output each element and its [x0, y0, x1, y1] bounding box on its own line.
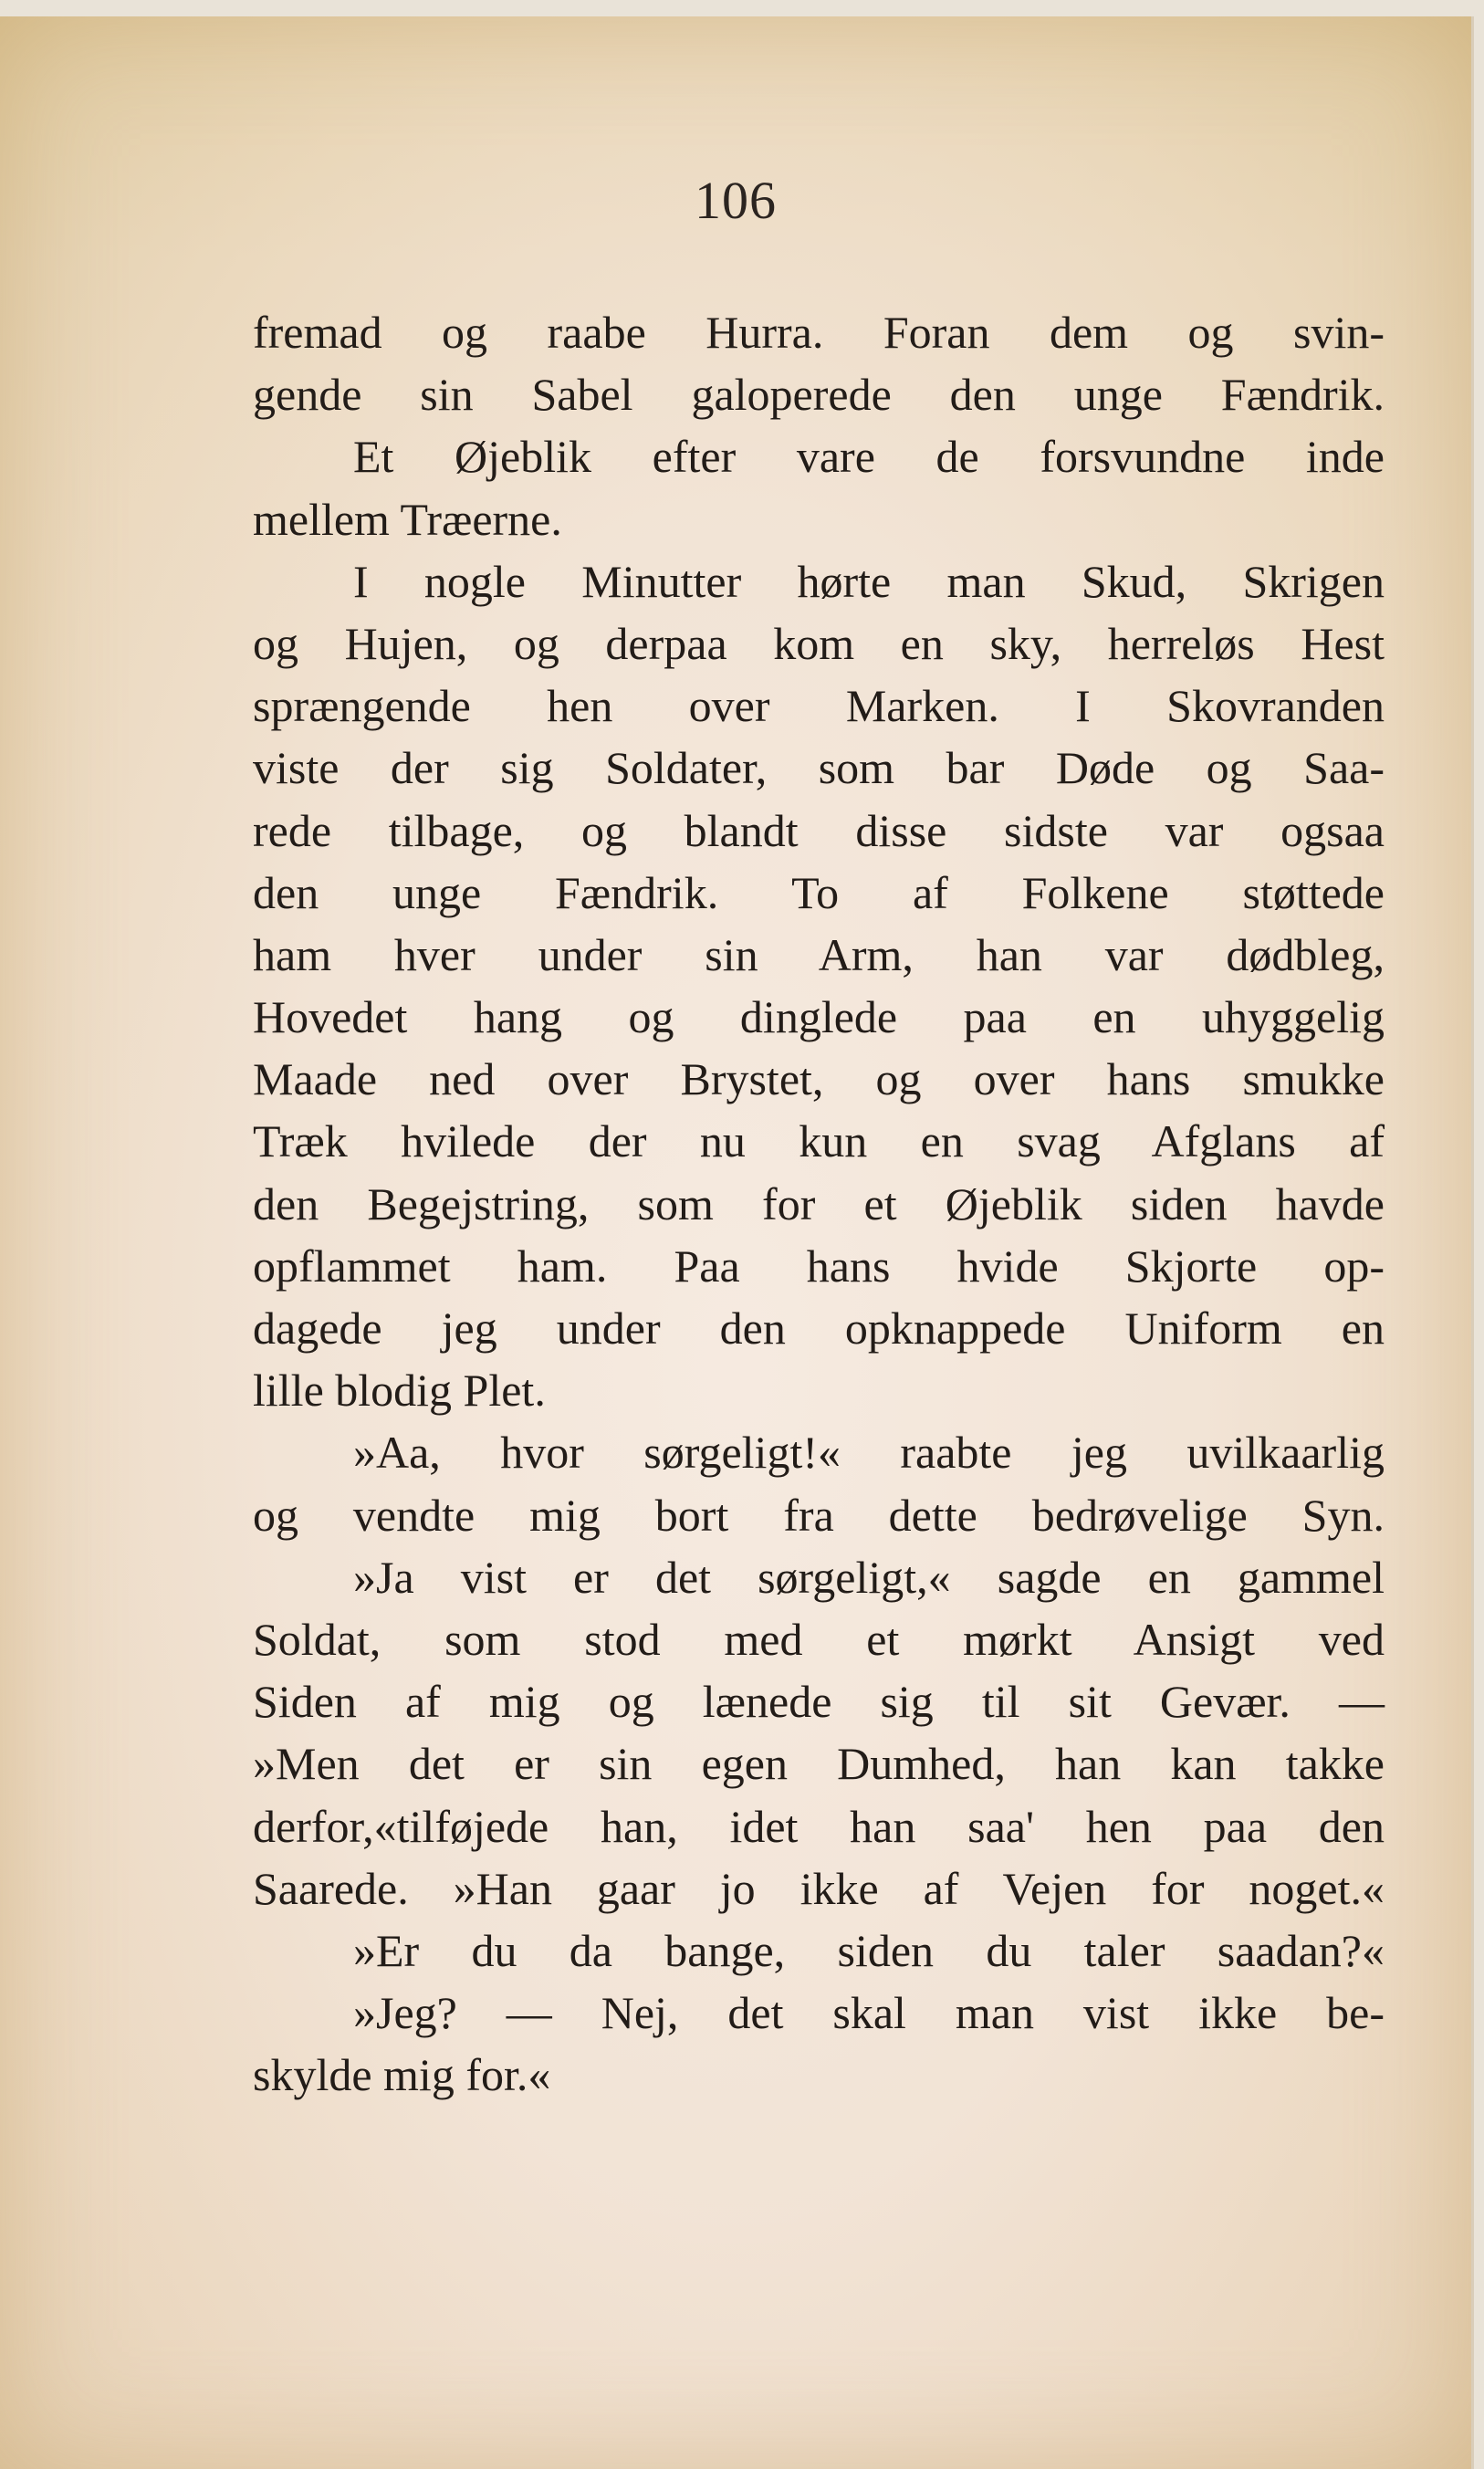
text-line: og Hujen, og derpaa kom en sky, herreløs Hest	[253, 617, 1385, 669]
text-line: og vendte mig bort fra dette bedrøvelige Syn.	[253, 1489, 1385, 1541]
text-line: Træk hvilede der nu kun en svag Afglans af	[253, 1115, 1385, 1167]
text-line: Saarede. »Han gaar jo ikke af Vejen for noget.«	[253, 1862, 1385, 1914]
text-line: dagede jeg under den opknappede Uniform en	[253, 1303, 1385, 1354]
body-text	[253, 301, 1385, 2106]
text-line: Soldat, som stod med et mørkt Ansigt ved	[253, 1613, 1385, 1665]
text-line: rede tilbage, og blandt disse sidste var ogsaa	[253, 804, 1385, 856]
text-line: sprængende hen over Marken. I Skovranden	[253, 680, 1385, 732]
text-line: »Er du da bange, siden du taler saadan?«	[353, 1924, 1385, 1976]
text-line: »Aa, hvor sørgeligt!« raabte jeg uvilkaarlig	[353, 1427, 1385, 1479]
text-line: »Ja vist er det sørgeligt,« sagde en gammel	[353, 1551, 1385, 1603]
book-page	[0, 16, 1474, 2469]
text-line: gende sin Sabel galoperede den unge Fændrik.	[253, 369, 1385, 421]
text-line: den unge Fændrik. To af Folkene støttede	[253, 866, 1385, 918]
text-line: »Men det er sin egen Dumhed, han kan takke	[253, 1738, 1385, 1790]
text-line: derfor,«tilføjede han, idet han saa' hen paa den	[253, 1800, 1385, 1852]
text-line: Hovedet hang og dinglede paa en uhyggelig	[253, 991, 1385, 1043]
text-line: Siden af mig og lænede sig til sit Gevær. —	[253, 1676, 1385, 1728]
text-line: viste der sig Soldater, som bar Døde og Saa-	[253, 742, 1385, 794]
text-line: ham hver under sin Arm, han var dødbleg,	[253, 928, 1385, 980]
text-line: »Jeg? — Nej, det skal man vist ikke be-	[353, 1987, 1385, 2039]
text-line: Et Øjeblik efter vare de forsvundne inde	[353, 431, 1385, 483]
text-line: skylde mig for.«	[253, 2049, 551, 2101]
text-line: lille blodig Plet.	[253, 1365, 546, 1417]
text-line: mellem Træerne.	[253, 493, 562, 545]
text-line: Maade ned over Brystet, og over hans smukke	[253, 1053, 1385, 1105]
page-number: 106	[695, 171, 777, 230]
text-line: den Begejstring, som for et Øjeblik siden havde	[253, 1177, 1385, 1229]
text-line: opflammet ham. Paa hans hvide Skjorte op-	[253, 1240, 1385, 1292]
text-line: fremad og raabe Hurra. Foran dem og svin-	[253, 307, 1385, 358]
text-line: I nogle Minutter hørte man Skud, Skrigen	[353, 555, 1385, 607]
